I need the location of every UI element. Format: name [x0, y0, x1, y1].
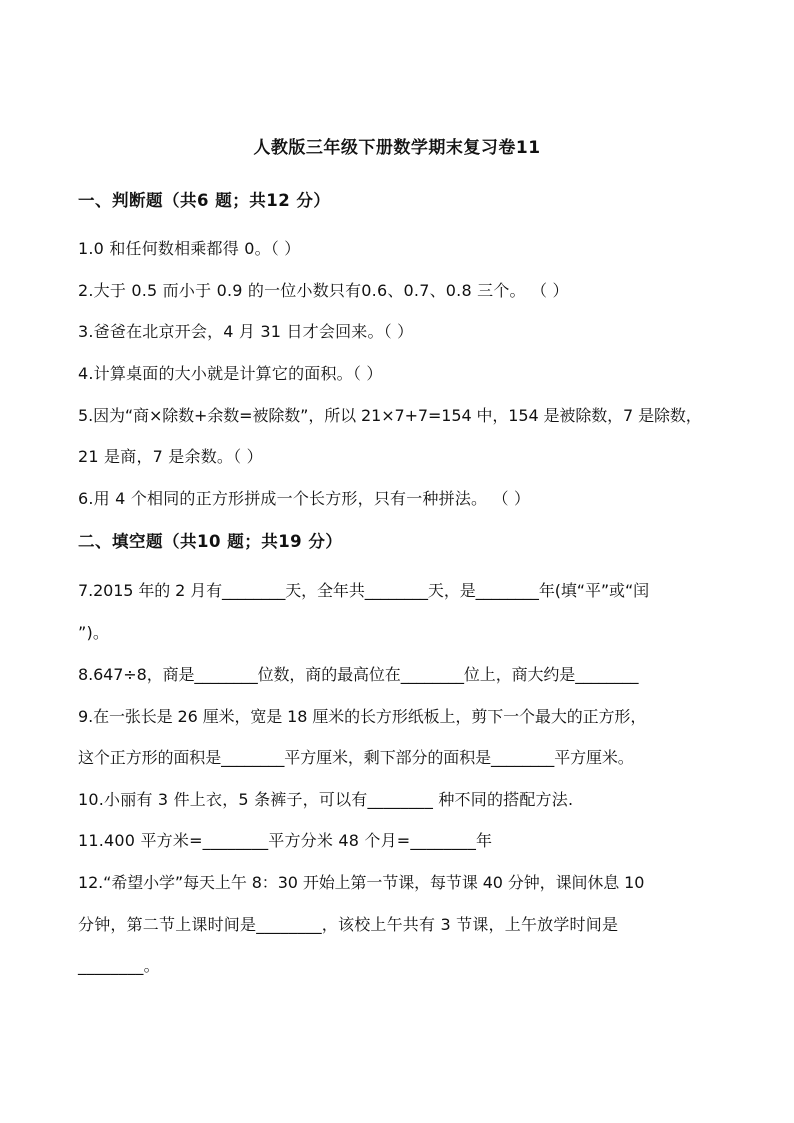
question-10: 10.小丽有 3 件上衣，5 条裤子，可以有________ 种不同的搭配方法. [78, 790, 574, 809]
question-6: 6.用 4 个相同的正方形拼成一个长方形，只有一种拼法。 （ ） [78, 489, 531, 508]
question-9-line-1: 9.在一张长是 26 厘米，宽是 18 厘米的长方形纸板上，剪下一个最大的正方形， [78, 707, 647, 726]
question-8: 8.647÷8，商是________位数，商的最高位在________位上，商大约是________ [78, 665, 639, 684]
page-title: 人教版三年级下册数学期末复习卷11 [253, 138, 541, 158]
question-1: 1.0 和任何数相乘都得 0。（ ） [78, 239, 301, 258]
question-7-line-2: ”)。 [78, 623, 110, 642]
question-12-line-3: ________。 [78, 956, 160, 975]
question-5-line-2: 21 是商，7 是余数。（ ） [78, 447, 263, 466]
question-3: 3.爸爸在北京开会，4 月 31 日才会回来。（ ） [78, 322, 414, 341]
question-12-line-1: 12.“希望小学”每天上午 8：30 开始上第一节课，每节课 40 分钟，课间休息 10 [78, 873, 645, 892]
question-11: 11.400 平方米=________平方分米 48 个月=________年 [78, 831, 493, 850]
question-5-line-1: 5.因为“商×除数+余数=被除数”，所以 21×7+7=154 中，154 是被除数，7 是除数， [78, 406, 702, 425]
question-12-line-2: 分钟，第二节上课时间是________，该校上午共有 3 节课，上午放学时间是 [78, 915, 619, 934]
question-4: 4.计算桌面的大小就是计算它的面积。（ ） [78, 364, 383, 383]
question-9-line-2: 这个正方形的面积是________平方厘米，剩下部分的面积是________平方厘米。 [78, 748, 634, 767]
section-heading-judgement: 一、判断题（共6 题；共12 分） [78, 191, 331, 210]
question-2: 2.大于 0.5 而小于 0.9 的一位小数只有0.6、0.7、0.8 三个。 （ ） [78, 281, 569, 300]
question-7-line-1: 7.2015 年的 2 月有________天，全年共________天，是________年(填“平”或“闰 [78, 581, 650, 600]
section-heading-fill-in: 二、填空题（共10 题；共19 分） [78, 532, 343, 551]
